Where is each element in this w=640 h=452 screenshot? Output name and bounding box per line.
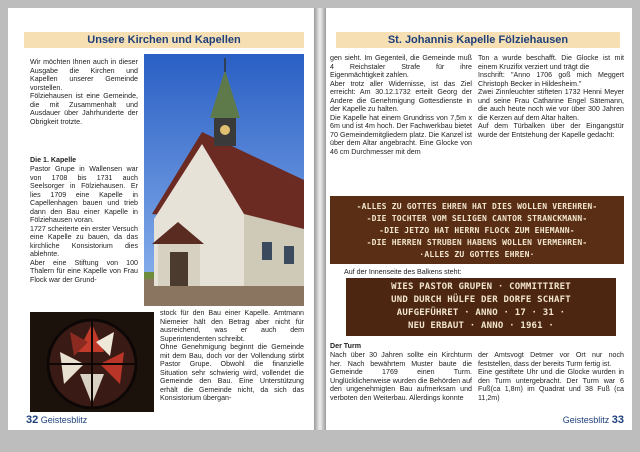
footer-label-right: Geistesblitz <box>562 415 610 425</box>
right-footer <box>563 414 624 426</box>
chapel-permit-text: gen sieht. Im Gegenteil, die Gemeinde muß 4 Reichstaler Strafe für ihre Eigenmächtigkeit zahlen. Aber trotz aller Widernisse, ist das Ziel erreicht: Am 30.12.1732 erteilt Georg der Andere die Genehmigung Gottesdienste in der Kapelle zu halten. Die Kapelle hat einem Grundriss von 7,5m x 6m und ist 4m hoch. Der Fachwerkbau bietet 70 Gemeindemitgliedern platz. Die Kanzel ist über dem Altar angebracht. Eine Glocke von 46 cm Durchmesser mit dem <box>330 54 472 156</box>
beam-line: -DIE HERREN STRUBEN HABENS WOLLEN VERMEHREN- <box>366 238 588 247</box>
beam-line: -ALLES ZU GOTTES EHREN HAT DIES WOLLEN VEREHREN- <box>356 202 598 211</box>
tower-text-1: Nach über 30 Jahren sollte ein Kirchturm her. Nach bewährtem Muster baute die Gemeinde 1769 einen Turm. Unglücklicherweise wurden die Behörden auf den ungenehmigten Bau aufmerksam und verboten den Weiterbau. Allerdings konnte <box>330 351 472 402</box>
chapel-construction-text: stock für den Bau einer Kapelle. Amtmann Niemeier hält den Betrag aber nicht für ausreichend, was er auch dem Superintendenten schreibt. Ohne Genehmigung beginnt die Gemeinde mit dem Bau, doch vor der Vollendung stirbt Pastor Grupe. Obwohl die finanzielle Situation sehr schwierig wird, vollendet die Gemeinde den Bau. Eine Unterstützung erhält die Gemeinde nicht, da sich das Konsistorium übergan- <box>160 309 304 402</box>
right-page-header: St. Johannis Kapelle Fölziehausen <box>336 32 620 48</box>
beam-line: UND DURCH HÜLFE DER DORFE SCHAFT <box>391 295 571 305</box>
footer-label-left: Geistesblitz <box>40 415 88 425</box>
section-title-tower: Der Turm <box>330 342 362 350</box>
door-beam-inscription <box>330 196 624 264</box>
left-footer <box>26 414 87 426</box>
first-chapel-text: Pastor Grupe in Wallensen war von 1708 bis 1731 auch Seelsorger in Fölziehausen. Er lies 1709 eine Kapelle in Capellenhagen bauen und trieb dann den Bau einer Kapelle in Fölziehausen voran. 1727 scheiterte ein erster Versuch eine Kapelle zu bauen, da das kirchliche Konsistorium dies ablehnte. Aber eine Stiftung von 100 Thalern für eine Kapelle von Frau Flock war der Grund- <box>30 165 138 284</box>
inner-beam-inscription <box>346 278 616 336</box>
book-gutter <box>314 8 326 430</box>
left-page-header: Unsere Kirchen und Kapellen <box>24 32 304 48</box>
inner-beam-caption: Auf der Innenseite des Balkens steht: <box>344 268 462 276</box>
page-number-right: 33 <box>611 414 624 426</box>
page-number-left: 32 <box>26 414 39 426</box>
bell-inscription-text: Ton a wurde beschafft. Die Glocke ist mit einem Kruzifix verziert und trägt die Inschrift: "Anno 1706 goß mich Meggert Christoph Becker in Hildesheim." Zwei Zinnleuchter stifteten 1732 Henni Meyer und seine Frau Catharine Engel Sätemann, die auch heute noch wie vor über 300 Jahren die Kerzen auf dem Altar halten. Auf dem Türbalken über der Eingangstür wurde der Entstehung der Kapelle gedacht: <box>478 54 624 139</box>
tower-text-2: der Amtsvogt Detmer vor Ort nur noch feststellen, dass der bereits Turm fertig ist. Eine gestiftete Uhr und die Glocke wurden in den Turm untergebracht. Der Turm war 6 Fuß(ca 1,8m) im Quadrat und 38 Fuß (ca 11,2m) <box>478 351 624 402</box>
beam-line: AUFGEFÜHRET · ANNO · 17 · 31 · <box>396 308 566 318</box>
church-photo <box>144 54 304 306</box>
section-title-first-chapel: Die 1. Kapelle <box>30 156 77 164</box>
right-page <box>326 8 632 430</box>
left-page <box>8 8 314 430</box>
beam-line: WIES PASTOR GRUPEN · COMMITTIRET <box>391 282 571 292</box>
beam-line: -DIE TOCHTER VOM SELIGEN CANTOR STRANCKMANN- <box>366 214 588 223</box>
beam-line: -DIE JETZO HAT HERRN FLOCK ZUM EHEMANN- <box>379 226 575 235</box>
beam-line: ·ALLES ZU GOTTES EHREN· <box>419 250 535 259</box>
beam-line: NEU ERBAUT · ANNO · 1961 · <box>407 321 555 331</box>
stained-glass-photo <box>30 312 154 412</box>
intro-text: Wir möchten Ihnen auch in dieser Ausgabe die Kirchen und Kapellen unserer Gemeinde vorstellen. Fölziehausen ist eine Gemeinde, die mit Zusammenhalt und Ausdauer über Jahrhunderte der Obrigkeit trotzte. <box>30 58 138 126</box>
